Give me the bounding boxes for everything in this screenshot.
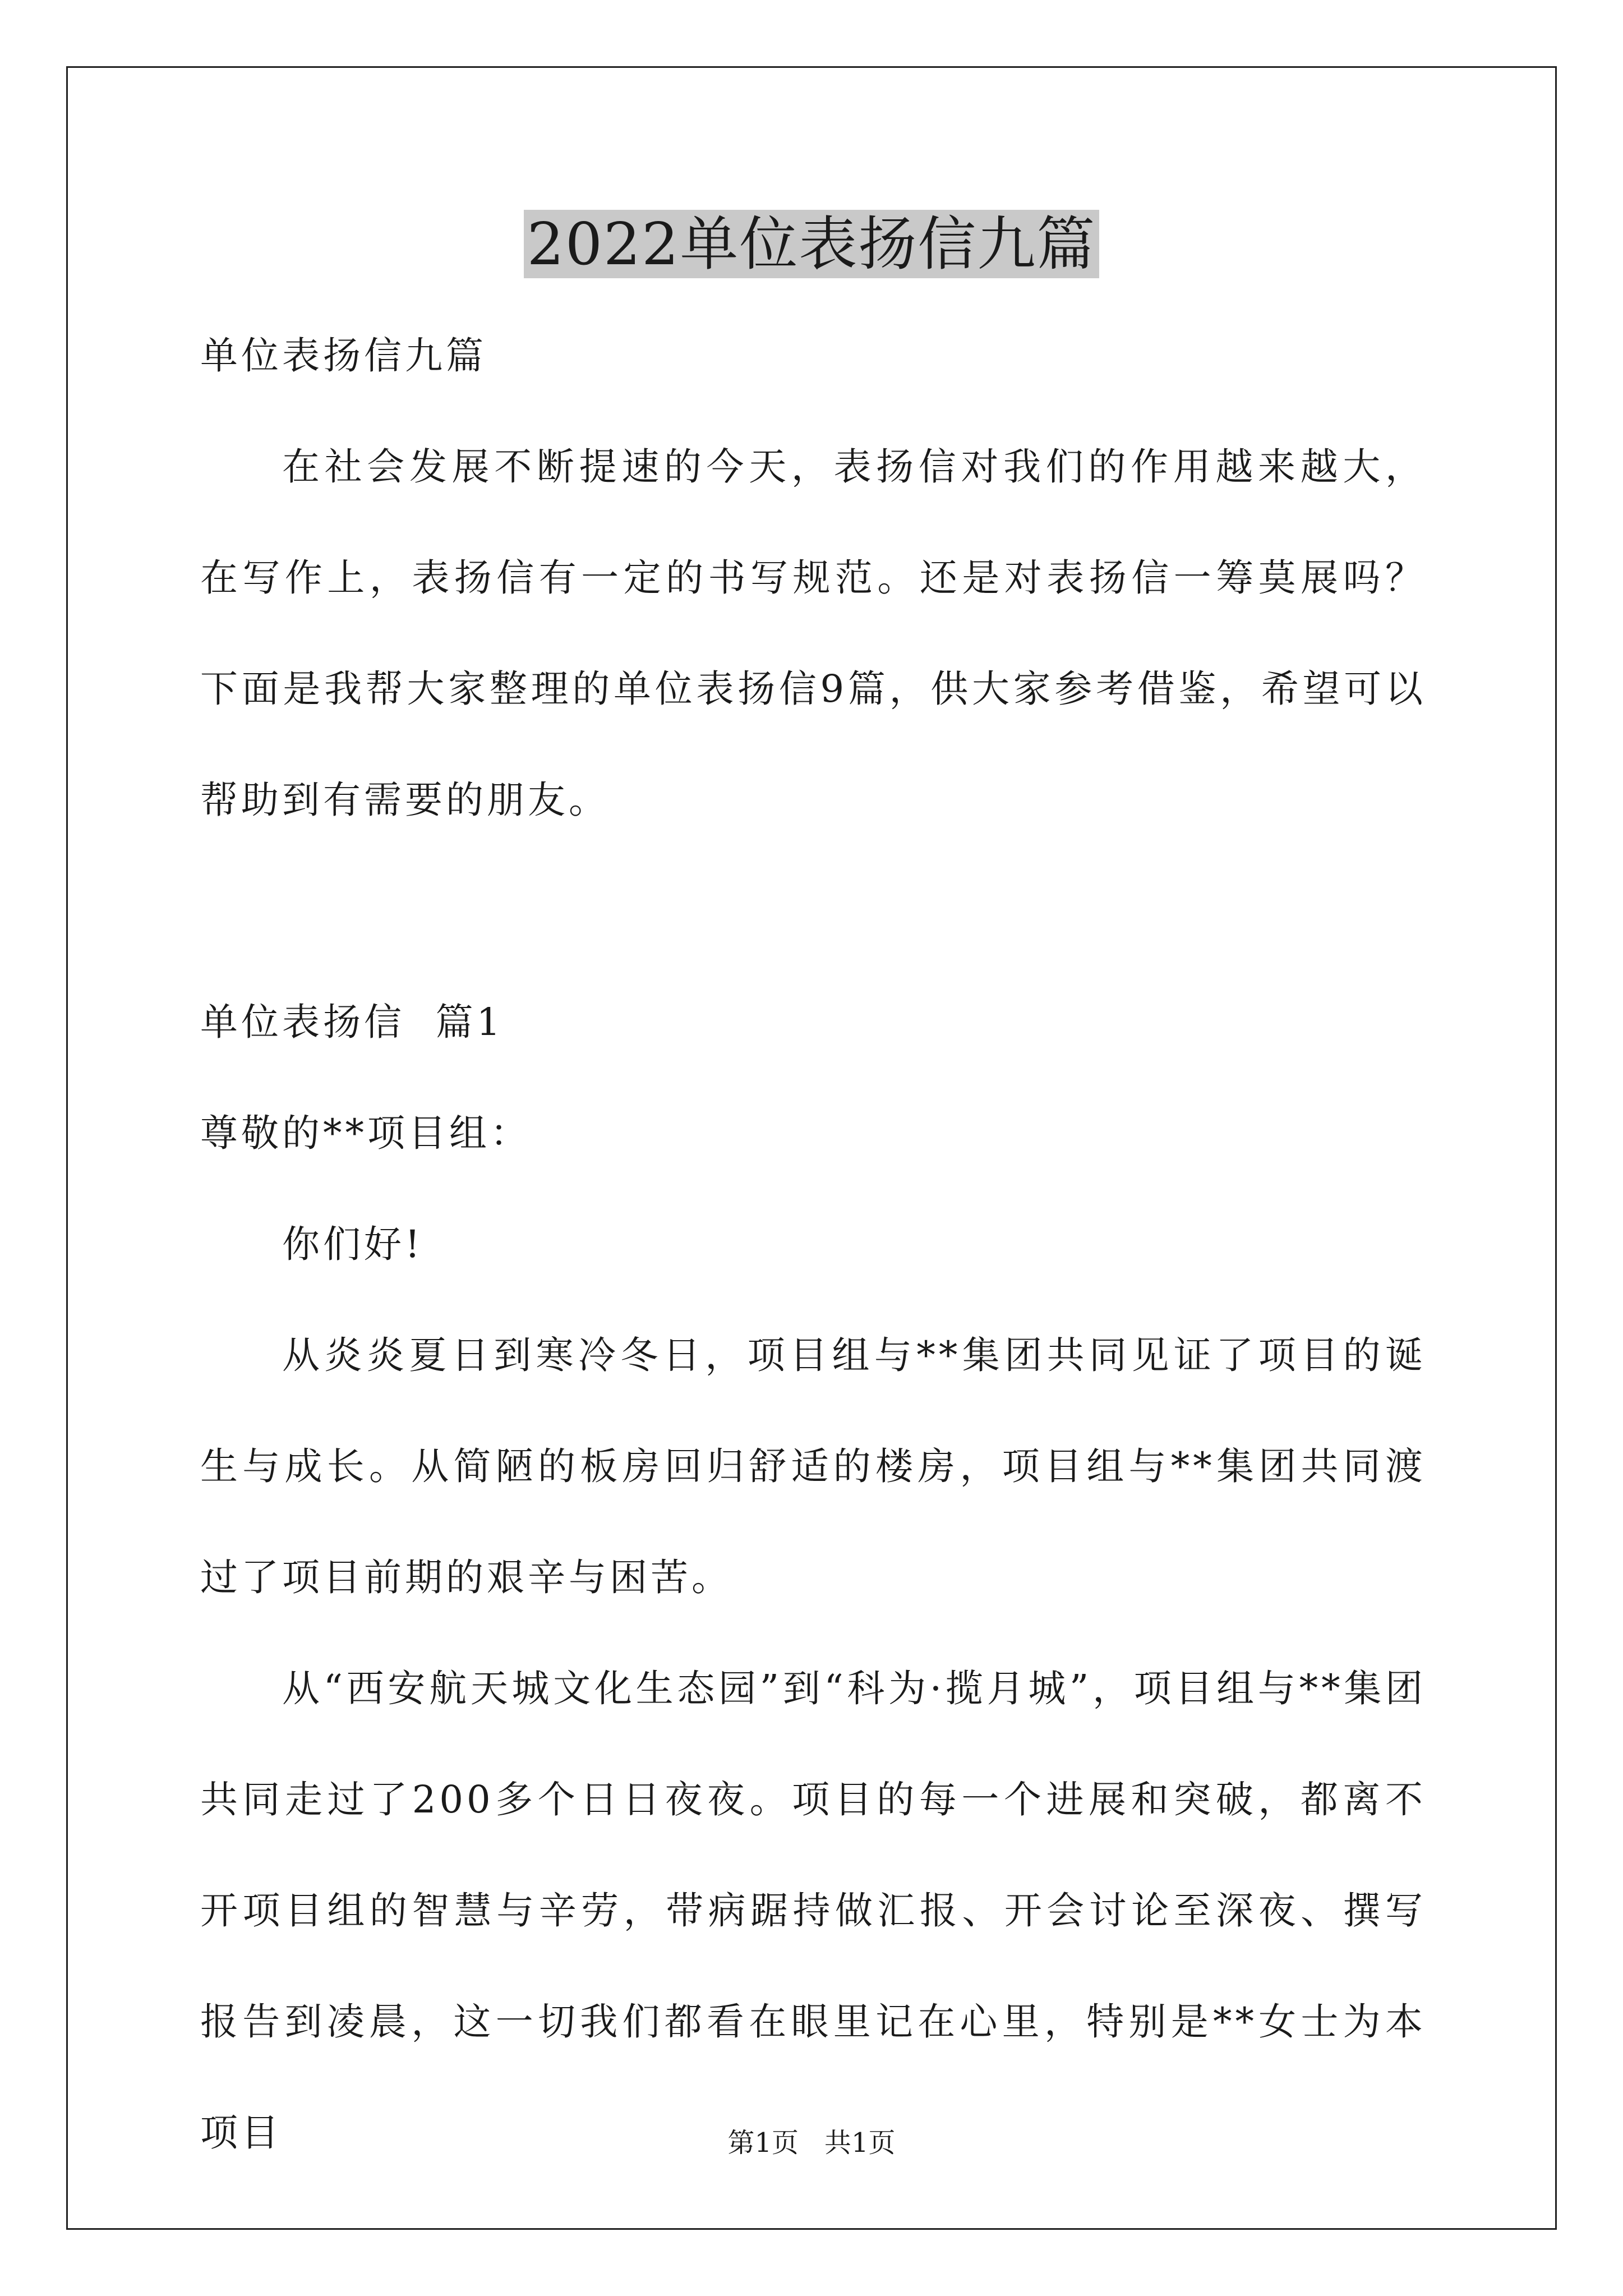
page-footer [0, 2126, 1623, 2160]
document-title-text: 2022单位表扬信九篇 [524, 210, 1100, 278]
document-body [200, 300, 1426, 2188]
greeting: 你们好! [282, 1222, 423, 1266]
page-number: 第1页 [727, 2127, 799, 2159]
blank-line [200, 855, 1426, 967]
body-paragraph-1: 从炎炎夏日到寒冷冬日，项目组与**集团共同见证了项目的诞生与成长。从简陋的板房回归舒适的楼房，项目组与**集团共同渡过了项目前期的艰辛与困苦。 [200, 1333, 1426, 1599]
salutation: 尊敬的**项目组： [200, 1111, 531, 1155]
document-title [0, 205, 1623, 283]
page-total: 共1页 [824, 2127, 896, 2159]
intro-paragraph: 在社会发展不断提速的今天，表扬信对我们的作用越来越大，在写作上，表扬信有一定的书写规范。还是对表扬信一筹莫展吗？下面是我帮大家整理的单位表扬信9篇，供大家参考借鉴，希望可以帮助到有需要的朋友。 [200, 445, 1426, 822]
section-heading: 单位表扬信 篇1 [200, 1000, 504, 1044]
document-subtitle: 单位表扬信九篇 [200, 334, 487, 378]
body-paragraph-2: 从“西安航天城文化生态园”到“科为·揽月城”，项目组与**集团共同走过了200多个日日夜夜。项目的每一个进展和突破，都离不开项目组的智慧与辛劳，带病踞持做汇报、开会讨论至深夜、撰写报告到凌晨，这一切我们都看在眼里记在心里，特别是**女士为本项目 [200, 1667, 1426, 2155]
